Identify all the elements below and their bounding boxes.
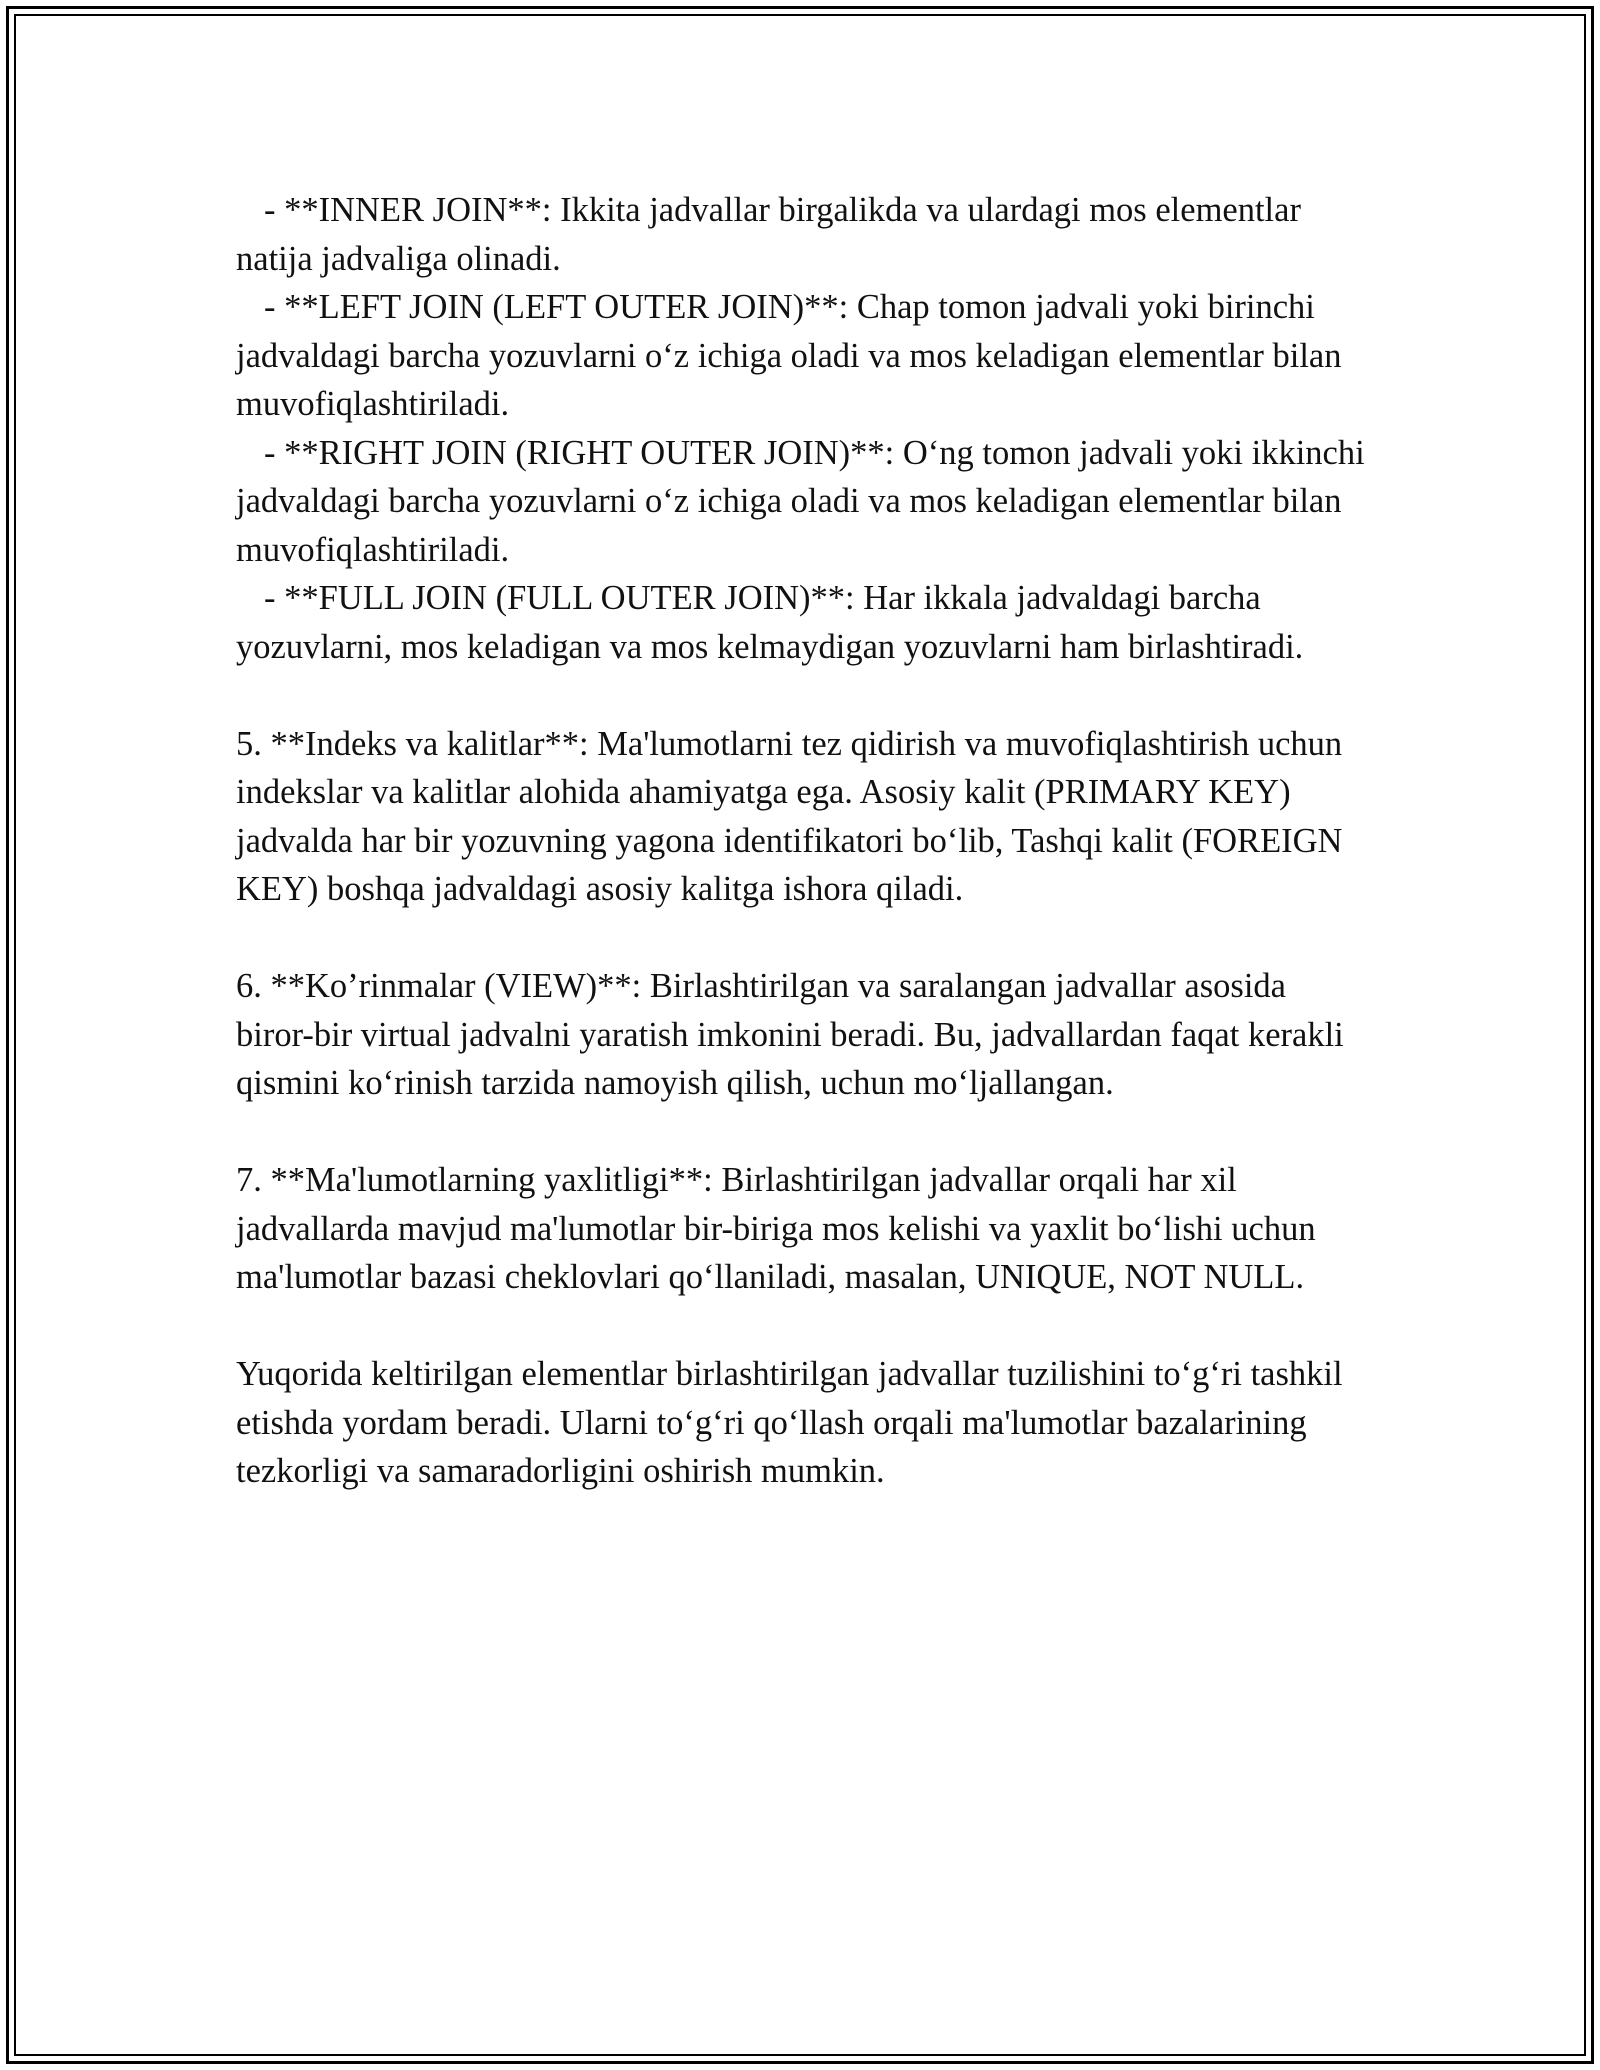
inner-join-first-line: - **INNER JOIN**: Ikkita jadvallar birgalikda va ulardagi mos elementlar bbox=[264, 191, 1301, 229]
full-join-paragraph bbox=[236, 574, 1366, 671]
full-join-rest: yozuvlarni, mos keladigan va mos kelmaydigan yozuvlarni ham birlashtiradi. bbox=[236, 627, 1304, 666]
right-join-rest: ikkinchi jadvaldagi barcha yozuvlarni o‘z ichiga oladi va mos keladigan elementlar bilan muvofiqlashtiriladi. bbox=[236, 433, 1365, 569]
paragraph-gap bbox=[236, 671, 1366, 720]
list-item-indexes-keys: 5. **Indeks va kalitlar**: Ma'lumotlarni tez qidirish va muvofiqlashtirish uchun indekslar va kalitlar alohida ahamiyatga ega. Asosiy kalit (PRIMARY KEY) jadvalda har bir yozuvning yagona identifikatori bo‘lib, Tashqi kalit (FOREIGN KEY) boshqa jadvaldagi asosiy kalitga ishora qiladi. bbox=[236, 724, 1343, 908]
left-join-rest: birinchi jadvaldagi barcha yozuvlarni o‘z ichiga oladi va mos keladigan elementlar bilan muvofiqlashtiriladi. bbox=[236, 288, 1342, 423]
document-body bbox=[236, 186, 1366, 1496]
right-join-first-line: - **RIGHT JOIN (RIGHT OUTER JOIN)**: O‘ng tomon jadvali yoki bbox=[264, 433, 1244, 472]
right-join-paragraph bbox=[236, 429, 1366, 575]
list-item-views: 6. **Ko’rinmalar (VIEW)**: Birlashtirilgan va saralangan jadvallar asosida biror-bir virtual jadvalni yaratish imkonini beradi. Bu, jadvallardan faqat kerakli qismini ko‘rinish tarzida namoyish qilish, uchun mo‘ljallangan. bbox=[236, 967, 1344, 1102]
paragraph-gap bbox=[236, 914, 1366, 963]
list-item-data-integrity: 7. **Ma'lumotlarning yaxlitligi**: Birlashtirilgan jadvallar orqali har xil jadvallarda mavjud ma'lumotlar bir-biriga mos kelishi va yaxlit bo‘lishi uchun ma'lumotlar bazasi cheklovlari qo‘llaniladi, masalan, UNIQUE, NOT NULL. bbox=[236, 1161, 1316, 1296]
inner-join-rest: natija jadvaliga olinadi. bbox=[236, 239, 561, 278]
conclusion-paragraph: Yuqorida keltirilgan elementlar birlashtirilgan jadvallar tuzilishini to‘g‘ri tashkil etishda yordam beradi. Ularni to‘g‘ri qo‘llash orqali ma'lumotlar bazalarining tezkorligi va samaradorligini oshirish mumkin. bbox=[236, 1355, 1343, 1490]
full-join-first-line: - **FULL JOIN (FULL OUTER JOIN)**: Har ikkala jadvaldagi barcha bbox=[264, 579, 1261, 617]
paragraph-gap bbox=[236, 1302, 1366, 1351]
inner-join-paragraph bbox=[236, 186, 1366, 283]
left-join-first-line: - **LEFT JOIN (LEFT OUTER JOIN)**: Chap tomon jadvali yoki bbox=[264, 288, 1199, 326]
left-join-paragraph bbox=[236, 283, 1366, 429]
paragraph-gap bbox=[236, 1108, 1366, 1157]
